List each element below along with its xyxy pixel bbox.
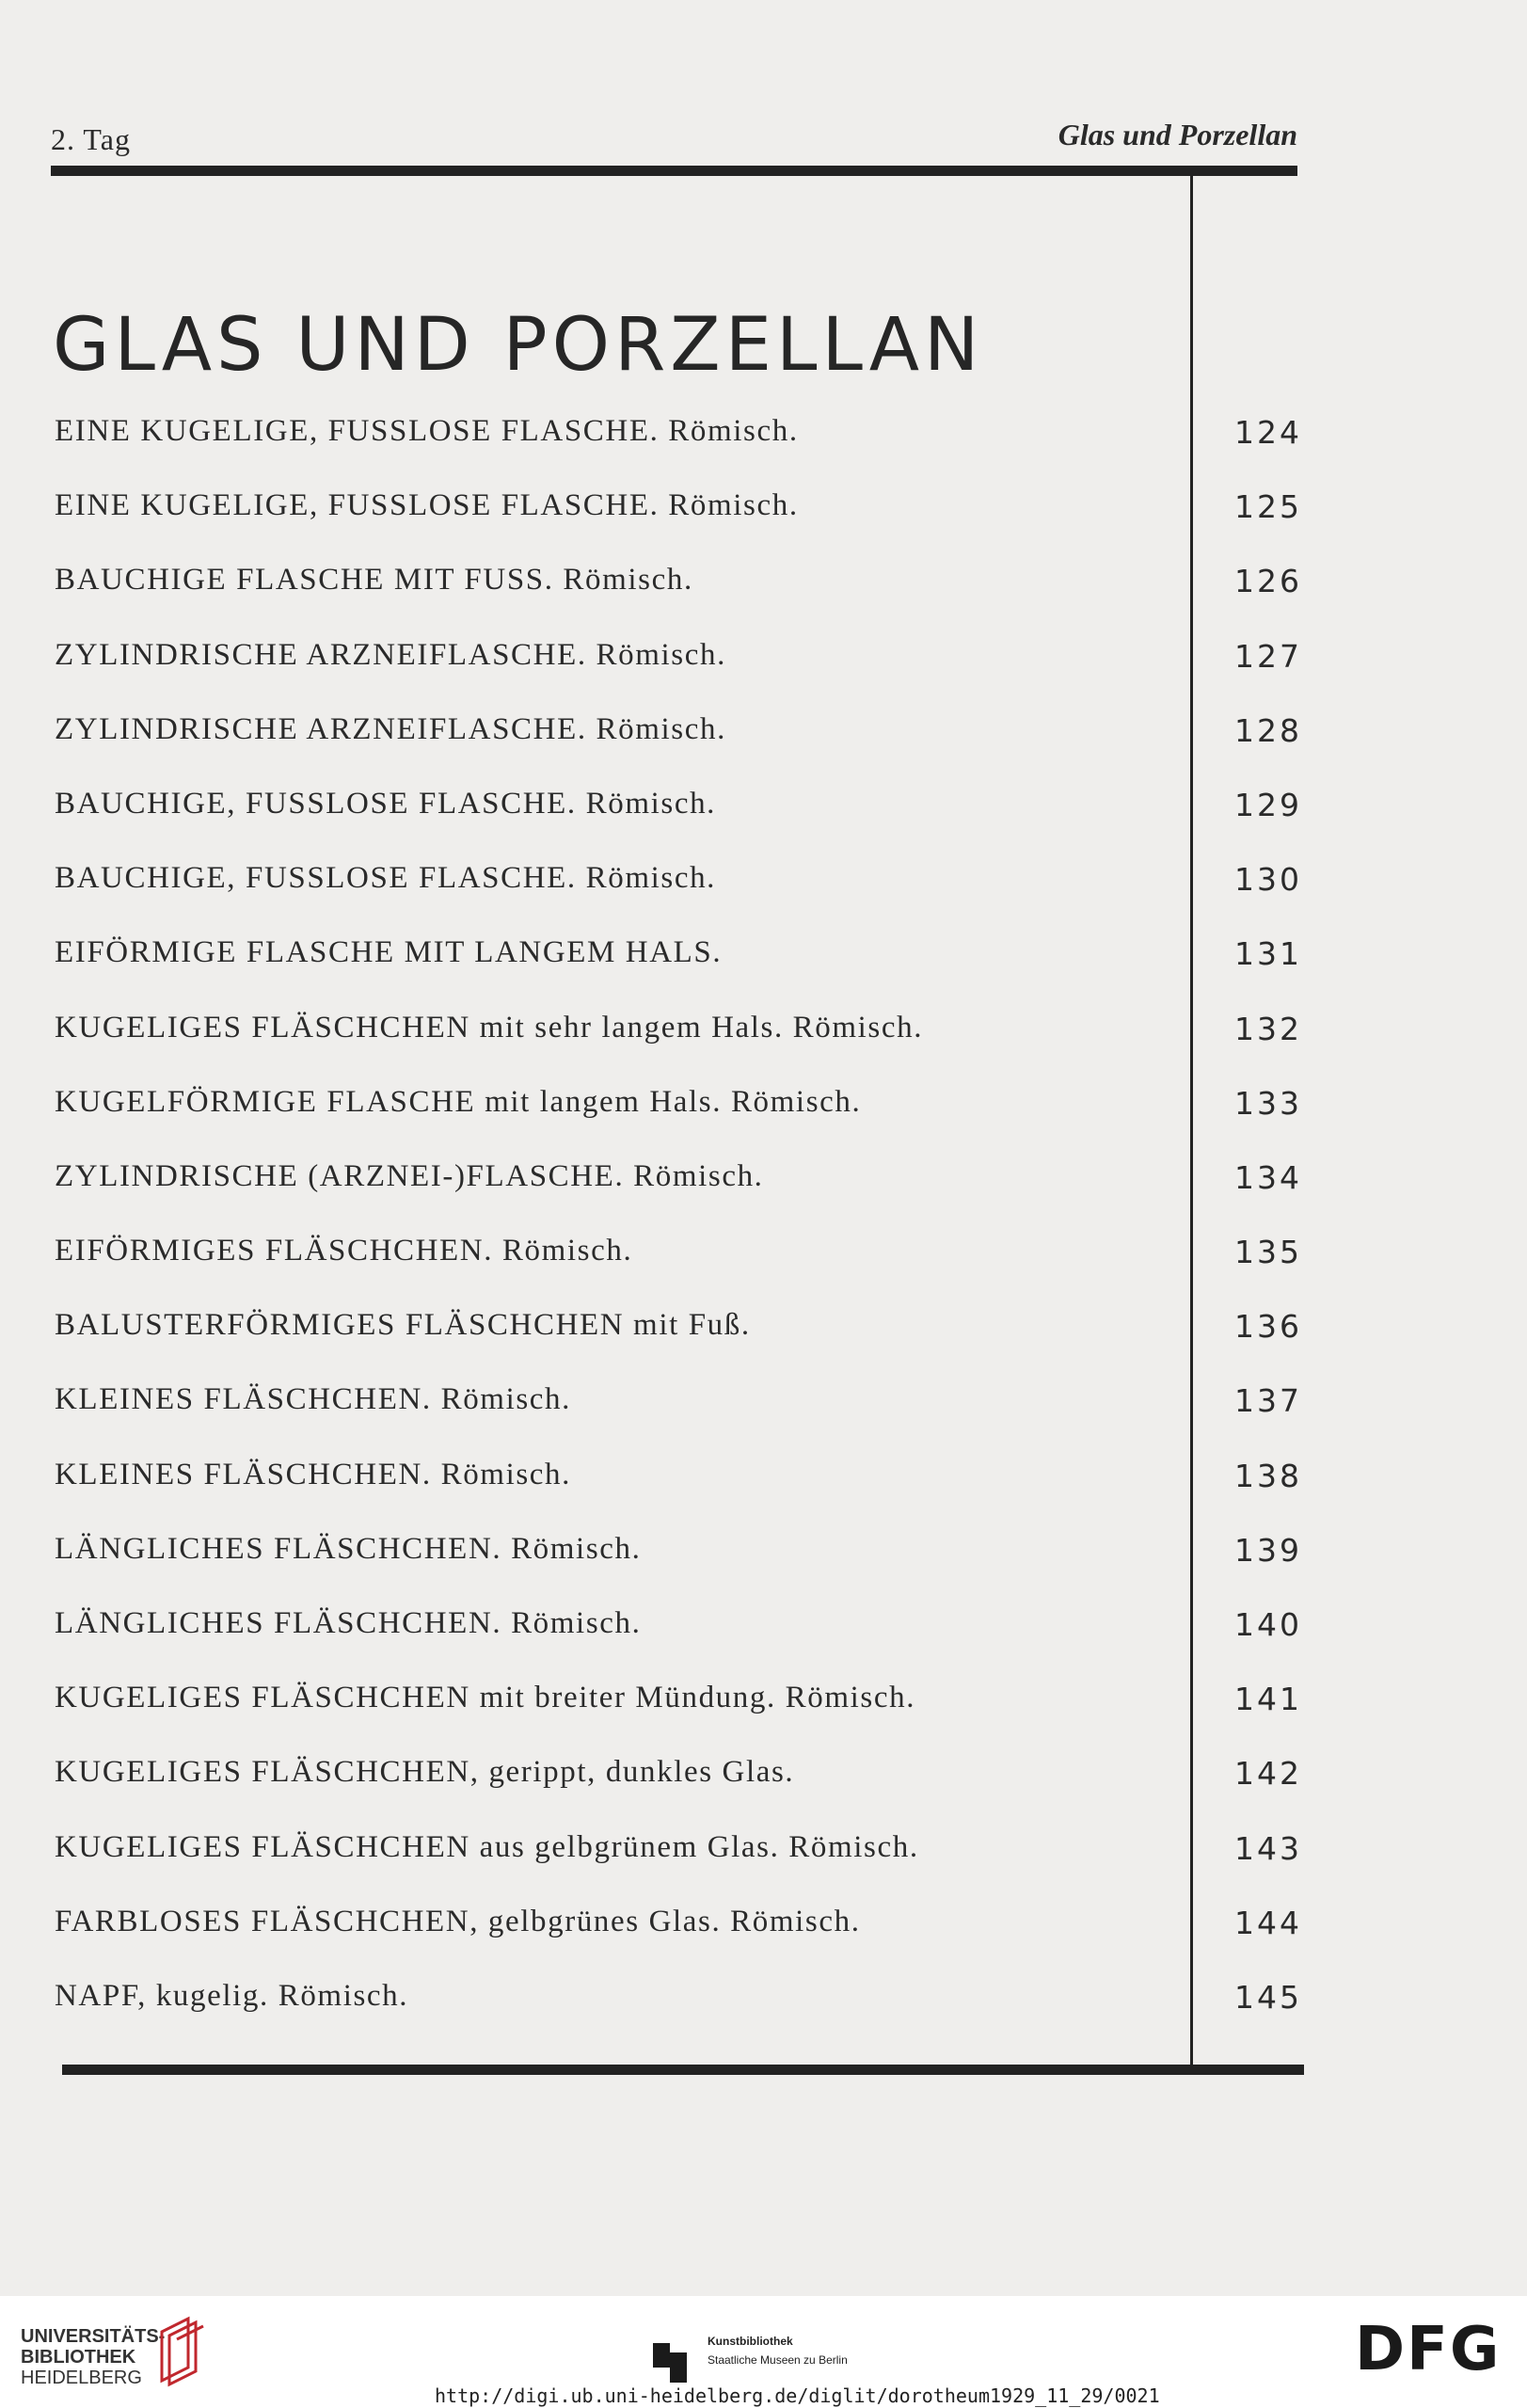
catalog-entry [55,1308,1306,1382]
entry-number: 124 [1234,414,1302,451]
catalog-entry [55,935,1306,1010]
running-head-right: Glas und Porzellan [1058,118,1297,151]
catalog-entry [55,1234,1306,1308]
kunstbibliothek-name [708,2332,848,2369]
entry-title: KUGELIGES FLÄSCHCHEN, gerippt, dunkles Glas. [55,1755,795,1790]
catalog-entry [55,1681,1306,1755]
entry-number: 132 [1234,1010,1302,1047]
running-head-left: 2. Tag [51,122,131,156]
catalog-entry [55,1755,1306,1829]
entry-number: 134 [1234,1158,1302,1196]
dfg-logo[interactable]: DFG [1355,2315,1502,2384]
entry-number: 143 [1234,1829,1302,1867]
entry-number: 138 [1234,1457,1302,1494]
entry-title: KUGELFÖRMIGE FLASCHE mit langem Hals. Römisch. [55,1084,862,1119]
library-name[interactable] [21,2326,165,2388]
top-rule [51,166,1297,176]
entry-number: 140 [1234,1606,1302,1643]
catalog-entry-list [55,414,1306,2053]
entry-title: KLEINES FLÄSCHCHEN. Römisch. [55,1382,571,1417]
catalog-entry [55,638,1306,712]
entry-title: EIFÖRMIGE FLASCHE MIT LANGEM HALS. [55,935,723,970]
catalog-entry [55,787,1306,861]
catalog-entry [55,1532,1306,1606]
entry-title: BAUCHIGE, FUSSLOSE FLASCHE. Römisch. [55,786,717,821]
entry-title: LÄNGLICHES FLÄSCHCHEN. Römisch. [55,1606,642,1640]
section-heading: GLAS UND PORZELLAN [53,303,984,388]
entry-title: KUGELIGES FLÄSCHCHEN mit sehr langem Hals. Römisch. [55,1010,924,1045]
library-name-line1: UNIVERSITÄTS- [21,2326,166,2347]
entry-number: 128 [1234,711,1302,749]
entry-title: EIFÖRMIGES FLÄSCHCHEN. Römisch. [55,1234,633,1268]
kunstbibliothek-logo-icon[interactable] [653,2343,694,2384]
catalog-entry [55,1085,1306,1159]
entry-title: BALUSTERFÖRMIGES FLÄSCHCHEN mit Fuß. [55,1308,751,1343]
entry-title: KUGELIGES FLÄSCHCHEN mit breiter Mündung. Römisch. [55,1681,916,1715]
permalink-url[interactable]: http://digi.ub.uni-heidelberg.de/diglit/dorotheum1929_11_29/0021 [435,2384,1160,2407]
entry-number: 136 [1234,1308,1302,1346]
entry-number: 130 [1234,861,1302,899]
entry-title: BAUCHIGE, FUSSLOSE FLASCHE. Römisch. [55,861,717,896]
entry-title: EINE KUGELIGE, FUSSLOSE FLASCHE. Römisch. [55,488,799,523]
entry-number: 125 [1234,488,1302,526]
entry-number: 141 [1234,1681,1302,1718]
catalog-entry [55,563,1306,637]
viewer-footer [0,2296,1527,2408]
entry-number: 145 [1234,1978,1302,2016]
entry-number: 139 [1234,1531,1302,1569]
entry-title: ZYLINDRISCHE (ARZNEI-)FLASCHE. Römisch. [55,1158,764,1193]
catalog-entry [55,1458,1306,1532]
entry-title: NAPF, kugelig. Römisch. [55,1978,409,2013]
entry-number: 144 [1234,1904,1302,1941]
entry-number: 126 [1234,563,1302,600]
entry-title: LÄNGLICHES FLÄSCHCHEN. Römisch. [55,1531,642,1566]
catalog-entry [55,1159,1306,1234]
entry-title: KUGELIGES FLÄSCHCHEN aus gelbgrünem Glas. Römisch. [55,1829,919,1864]
entry-title: ZYLINDRISCHE ARZNEIFLASCHE. Römisch. [55,637,726,672]
catalog-entry [55,488,1306,563]
entry-number: 131 [1234,935,1302,973]
kunstbibliothek-line1: Kunstbibliothek [708,2335,793,2348]
catalog-entry [55,1606,1306,1681]
entry-number: 127 [1234,637,1302,675]
university-library-logo-icon[interactable] [151,2313,211,2388]
library-name-line2: BIBLIOTHEK [21,2347,136,2368]
entry-number: 135 [1234,1234,1302,1271]
entry-number: 133 [1234,1084,1302,1122]
entry-number: 137 [1234,1382,1302,1420]
entry-title: ZYLINDRISCHE ARZNEIFLASCHE. Römisch. [55,711,726,746]
catalog-entry [55,1830,1306,1905]
catalog-entry [55,1905,1306,1979]
bottom-rule [62,2065,1304,2075]
catalog-entry [55,1011,1306,1085]
library-name-line3: HEIDELBERG [21,2368,142,2388]
entry-title: BAUCHIGE FLASCHE MIT FUSS. Römisch. [55,563,693,598]
entry-title: EINE KUGELIGE, FUSSLOSE FLASCHE. Römisch. [55,414,799,448]
kunstbibliothek-line2: Staatliche Museen zu Berlin [708,2353,848,2367]
catalog-entry [55,414,1306,488]
entry-number: 142 [1234,1755,1302,1793]
entry-number: 129 [1234,786,1302,823]
catalog-entry [55,861,1306,935]
catalog-entry [55,1382,1306,1457]
catalog-entry [55,712,1306,787]
entry-title: FARBLOSES FLÄSCHCHEN, gelbgrünes Glas. Römisch. [55,1904,861,1938]
entry-title: KLEINES FLÄSCHCHEN. Römisch. [55,1457,571,1491]
catalog-entry [55,1979,1306,2053]
